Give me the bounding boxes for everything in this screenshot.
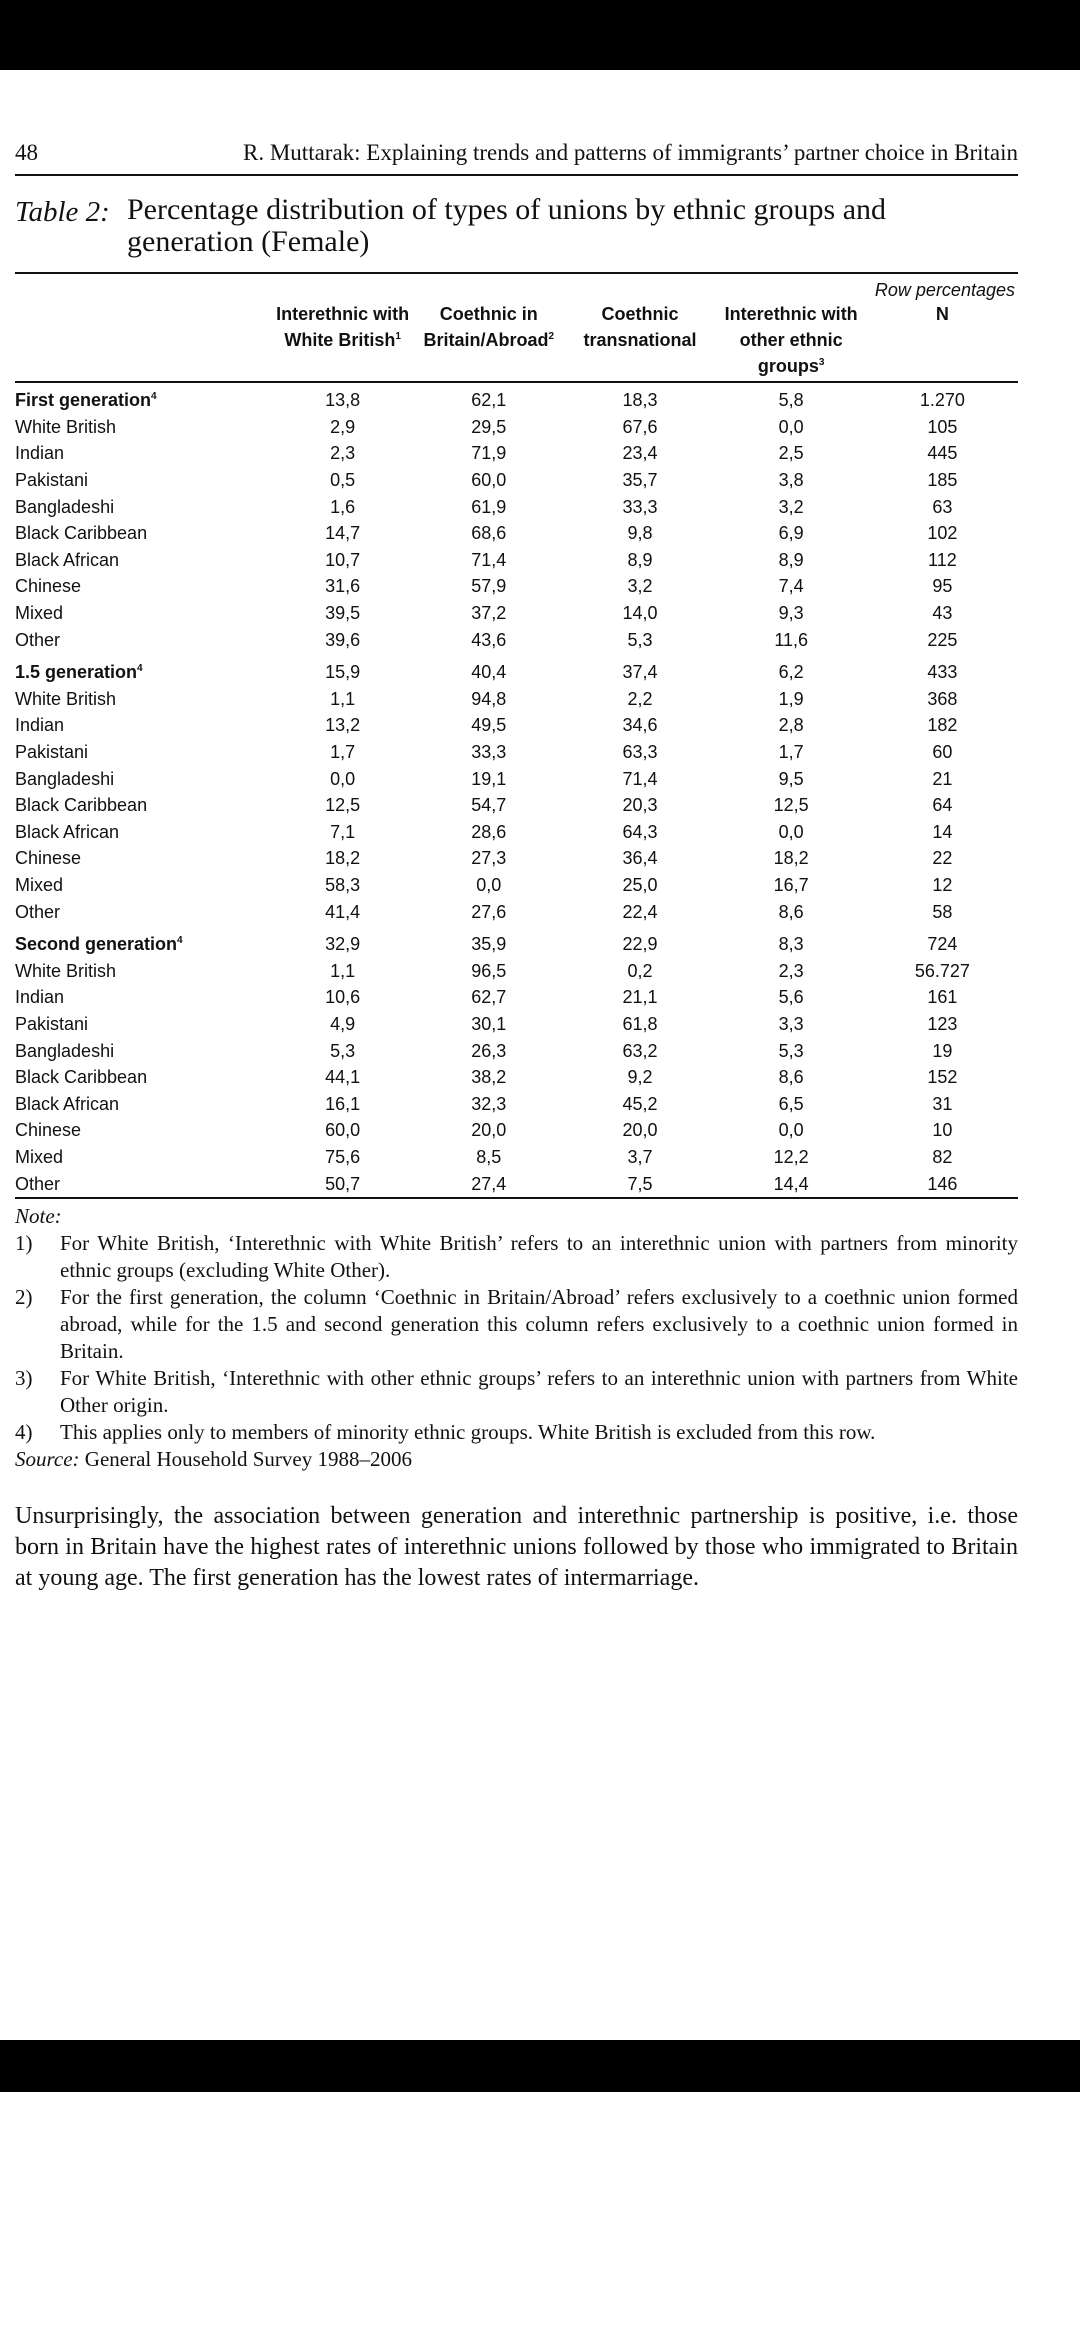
table-row [15,1117,1018,1144]
table-row [15,440,1018,467]
table-cell: 0,5 [330,470,356,491]
row-percentages-label: Row percentages [874,280,1015,300]
row-label [15,440,272,467]
table-cell: 0,0 [476,874,502,895]
row-label [15,1037,272,1064]
table-container [15,272,1018,1199]
table-cell: 0,0 [778,1120,804,1141]
row-label-text: Chinese [15,576,82,597]
row-label [15,792,272,819]
table-cell: 6,2 [778,662,804,683]
generation-row [15,925,1018,958]
table-cell: 16,1 [325,1093,361,1114]
table-row [15,1090,1018,1117]
table-cell: 1,7 [778,742,804,763]
table-cell: 9,5 [778,768,804,789]
table-cell: 27,6 [471,901,507,922]
table-notes [15,1203,1018,1473]
row-label [15,819,272,846]
table-cell: 67,6 [622,416,658,437]
table-row [15,845,1018,872]
row-label [15,600,272,627]
table-cell: 16,7 [773,874,809,895]
table-cell: 32,3 [471,1093,507,1114]
table-cell: 0,0 [778,416,804,437]
table-cell: 71,4 [471,549,507,570]
table-cell: 39,6 [325,629,361,650]
table-cell: 368 [927,688,958,709]
header-cell [15,301,272,382]
table-cell: 9,8 [627,523,653,544]
row-label [15,1117,272,1144]
table-cell: 34,6 [622,715,658,736]
table-cell: 38,2 [471,1067,507,1088]
table-cell: 9,2 [627,1067,653,1088]
header-cell [413,301,564,382]
table-cell: 1,6 [330,496,356,517]
table-cell: 3,2 [627,576,653,597]
table-row [15,1144,1018,1171]
table-row [15,898,1018,925]
table-row [15,792,1018,819]
note-item [15,1419,1018,1446]
table-cell: 3,8 [778,470,804,491]
note-item [15,1365,1018,1419]
table-cell: 6,5 [778,1093,804,1114]
table-cell: 14,0 [622,603,658,624]
source-label: Source: [15,1446,80,1471]
row-label [15,686,272,713]
table-cell: 445 [927,443,958,464]
row-label-text: Mixed [15,1146,64,1167]
table-cell: 12,5 [325,795,361,816]
table-cell: 2,3 [778,960,804,981]
table-cell: 11,6 [774,629,809,650]
table-cell: 61,9 [471,496,507,517]
table-cell: 58 [932,901,953,922]
row-label [15,1064,272,1091]
row-label-text: Pakistani [15,470,89,491]
row-label-text: Other [15,1173,61,1194]
row-label [15,1144,272,1171]
row-label-text: Bangladeshi [15,768,115,789]
table-cell: 0,0 [778,821,804,842]
table-cell: 27,3 [471,848,507,869]
table-cell: 5,8 [778,390,804,411]
table-cell: 0,2 [627,960,653,981]
table-cell: 8,5 [476,1146,502,1167]
table-cell: 3,3 [778,1013,804,1034]
table-row [15,984,1018,1011]
note-number: 4) [15,1419,33,1444]
running-head [15,140,1018,176]
row-label [15,467,272,494]
table-cell: 185 [927,470,958,491]
table-cell: 22,4 [622,901,658,922]
source-line [15,1446,1018,1473]
note-number: 1) [15,1230,33,1255]
row-label [15,739,272,766]
table-cell: 27,4 [413,1170,564,1198]
header-cell [564,301,715,382]
table-row [15,1037,1018,1064]
table-cell: 20,0 [471,1120,507,1141]
row-label-text: Indian [15,987,65,1008]
table-cell: 30,1 [471,1013,507,1034]
table-cell: 5,6 [778,987,804,1008]
table-cell: 13,8 [325,390,361,411]
table-cell: 152 [927,1067,958,1088]
table-cell: 2,9 [330,416,356,437]
row-label [15,1011,272,1038]
table-row [15,520,1018,547]
caption-label: Table 2: [15,196,110,228]
header-footnote-mark: 2 [548,331,555,342]
document-page [15,140,1018,1618]
table-cell: 2,8 [778,715,804,736]
row-label-text: White British [15,688,117,709]
table-cell: 18,3 [622,390,658,411]
table-cell: 25,0 [622,874,658,895]
row-label-text: Bangladeshi [15,1040,115,1061]
row-label [15,493,272,520]
row-label [15,547,272,574]
row-label-text: White British [15,960,117,981]
row-label [15,520,272,547]
table-cell: 82 [932,1146,953,1167]
table-cell: 105 [927,416,958,437]
table-cell: 33,3 [471,742,507,763]
table-cell: 35,9 [471,934,507,955]
table-cell: 45,2 [622,1093,658,1114]
header-text: Interethnic with other ethnic groups [724,304,858,376]
row-label [15,872,272,899]
row-label-text: Black African [15,549,120,570]
row-label [15,712,272,739]
row-label-text: Chinese [15,848,82,869]
row-label [15,765,272,792]
table-cell: 5,3 [330,1040,356,1061]
table-cell: 62,1 [471,390,507,411]
table-cell: 31,6 [325,576,361,597]
top-black-bar [0,0,1080,70]
table-cell: 63,3 [622,742,658,763]
table-cell: 33,3 [622,496,658,517]
row-label-text: Pakistani [15,742,89,763]
row-label-text: Black Caribbean [15,1067,148,1088]
row-label-text: Bangladeshi [15,496,115,517]
table-cell: 22 [932,848,953,869]
table-cell: 57,9 [471,576,507,597]
header-text: Interethnic with White British [276,304,410,350]
row-footnote-mark: 4 [137,663,143,675]
table-cell: 41,4 [325,901,361,922]
table-cell: 5,3 [627,629,653,650]
row-label-text: 1.5 generation [15,662,138,683]
table-cell: 14,4 [716,1170,867,1198]
table-caption [15,194,1018,258]
row-label-text: Indian [15,715,65,736]
table-cell: 1,9 [778,688,804,709]
table-cell: 62,7 [471,987,507,1008]
table-cell: 63 [932,496,953,517]
table-row [15,600,1018,627]
data-table [15,301,1018,1199]
table-cell: 13,2 [325,715,361,736]
header-text: Coethnic in Britain/Abroad [423,304,549,350]
row-label-text: Second generation [15,934,178,955]
table-cell: 63,2 [622,1040,658,1061]
row-label [15,653,272,686]
row-label-text: First generation [15,390,152,411]
table-cell: 161 [927,987,958,1008]
table-cell: 68,6 [471,523,507,544]
table-cell: 4,9 [330,1013,356,1034]
generation-row [15,382,1018,414]
table-cell: 10,6 [325,987,361,1008]
row-label-text: Other [15,901,61,922]
source-text: General Household Survey 1988–2006 [84,1446,412,1471]
row-label [15,382,272,414]
header-text: Coethnic transnational [583,304,697,350]
table-cell: 37,2 [471,603,507,624]
table-cell: 7,1 [330,821,356,842]
table-cell: 32,9 [325,934,361,955]
table-cell: 50,7 [272,1170,413,1198]
table-cell: 23,4 [622,443,658,464]
table-cell: 21 [932,768,953,789]
row-label-text: Black African [15,1093,120,1114]
table-cell: 182 [927,715,958,736]
header-footnote-mark: 3 [818,357,825,368]
table-row [15,573,1018,600]
table-cell: 3,7 [627,1146,653,1167]
notes-label: Note: [15,1203,62,1228]
note-text: For the first generation, the column ‘Coethnic in Britain/Abroad’ refers exclusively to a coethnic union formed abroad, while for the 1.5 and second generation this column refers exclusively to a coethnic union formed in Britain. [60,1284,1018,1363]
generation-row [15,653,1018,686]
table-row [15,686,1018,713]
row-label [15,626,272,653]
table-cell: 14,7 [325,523,361,544]
table-cell: 40,4 [471,662,507,683]
row-label [15,845,272,872]
table-row [15,493,1018,520]
table-cell: 49,5 [471,715,507,736]
caption-title: Percentage distribution of types of unions by ethnic groups and generation (Female) [127,193,887,258]
note-text: This applies only to members of minority ethnic groups. White British is excluded from this row. [60,1419,876,1444]
body-paragraph: Unsurprisingly, the association between generation and interethnic partnership is positive, i.e. those born in Britain have the highest rates of interethnic unions followed by those who immigrated to Britain at young age. The first generation has the lowest rates of intermarriage. [15,1502,1018,1591]
table-cell: 433 [927,662,958,683]
table-cell: 18,2 [325,848,361,869]
row-label-text: Black Caribbean [15,795,148,816]
table-row [15,739,1018,766]
table-cell: 29,5 [471,416,507,437]
table-cell: 96,5 [471,960,507,981]
row-footnote-mark: 4 [151,391,157,403]
table-cell: 26,3 [471,1040,507,1061]
note-item [15,1230,1018,1284]
row-label-text: Indian [15,443,65,464]
table-cell: 19,1 [471,768,507,789]
row-label-text: White British [15,416,117,437]
table-cell: 94,8 [471,688,507,709]
table-row [15,872,1018,899]
table-cell: 22,9 [622,934,658,955]
table-cell: 15,9 [325,662,361,683]
note-item [15,1284,1018,1365]
row-label [15,925,272,958]
table-row [15,626,1018,653]
row-label [15,957,272,984]
table-cell: 2,3 [330,443,356,464]
table-row [15,547,1018,574]
row-label-text: Black Caribbean [15,523,148,544]
table-cell: 43 [932,603,953,624]
table-row [15,414,1018,441]
table-cell: 225 [927,629,958,650]
table-cell: 146 [867,1170,1018,1198]
note-number: 3) [15,1365,33,1390]
table-cell: 10,7 [325,549,361,570]
table-cell: 31 [932,1093,953,1114]
row-label [15,1170,272,1198]
bottom-black-bar [0,2040,1080,2092]
header-cell [716,301,867,382]
table-cell: 95 [932,576,953,597]
row-label [15,573,272,600]
row-label-text: Pakistani [15,1013,89,1034]
table-cell: 60,0 [325,1120,361,1141]
table-cell: 6,9 [778,523,804,544]
row-label-text: Other [15,629,61,650]
table-row [15,1011,1018,1038]
note-text: For White British, ‘Interethnic with White British’ refers to an interethnic union with partners from minority ethnic groups (excluding White Other). [60,1230,1018,1282]
table-cell: 1.270 [919,390,965,411]
note-number: 2) [15,1284,33,1309]
table-cell: 1,7 [330,742,356,763]
table-cell: 12,2 [773,1146,809,1167]
row-label [15,1090,272,1117]
header-cell [272,301,413,382]
table-cell: 12,5 [773,795,809,816]
table-cell: 7,4 [778,576,804,597]
table-cell: 60 [932,742,953,763]
table-header-row [15,301,1018,382]
table-cell: 112 [928,549,957,570]
table-row [15,467,1018,494]
table-cell: 7,5 [564,1170,715,1198]
row-footnote-mark: 4 [177,935,183,947]
table-cell: 8,6 [778,1067,804,1088]
table-cell: 10 [932,1120,953,1141]
row-label-text: Chinese [15,1120,82,1141]
table-cell: 37,4 [622,662,658,683]
table-cell: 0,0 [330,768,356,789]
row-label [15,984,272,1011]
row-label [15,898,272,925]
table-cell: 71,4 [622,768,658,789]
notes-list [15,1230,1018,1446]
table-cell: 2,5 [778,443,804,464]
table-cell: 8,3 [778,934,804,955]
table-cell: 39,5 [325,603,361,624]
table-body [15,382,1018,1198]
table-cell: 44,1 [325,1067,361,1088]
table-cell: 28,6 [471,821,507,842]
table-cell: 12 [932,874,953,895]
table-cell: 58,3 [325,874,361,895]
header-footnote-mark: 1 [395,331,401,342]
table-cell: 19 [932,1040,953,1061]
table-cell: 35,7 [622,470,658,491]
table-cell: 71,9 [471,443,507,464]
table-row [15,1064,1018,1091]
table-cell: 56.727 [914,960,970,981]
table-cell: 5,3 [778,1040,804,1061]
table-cell: 61,8 [622,1013,658,1034]
table-cell: 14 [932,821,953,842]
table-row [15,765,1018,792]
table-cell: 20,0 [622,1120,658,1141]
row-label-text: Mixed [15,603,64,624]
table-row [15,1170,1018,1198]
table-cell: 8,9 [778,549,804,570]
row-label-text: Black African [15,821,120,842]
table-cell: 8,6 [778,901,804,922]
table-cell: 102 [927,523,958,544]
table-cell: 75,6 [325,1146,361,1167]
table-cell: 64,3 [622,821,658,842]
table-cell: 64 [932,795,953,816]
table-cell: 9,3 [778,603,804,624]
table-row [15,712,1018,739]
table-cell: 36,4 [622,848,658,869]
table-cell: 123 [927,1013,958,1034]
table-cell: 8,9 [627,549,653,570]
table-cell: 724 [927,934,958,955]
note-text: For White British, ‘Interethnic with other ethnic groups’ refers to an interethnic union with partners from White Other origin. [60,1365,1018,1417]
table-cell: 1,1 [330,960,356,981]
table-cell: 18,2 [773,848,809,869]
table-cell: 43,6 [471,629,507,650]
row-label-text: Mixed [15,874,64,895]
header-text: N [935,304,949,324]
table-cell: 54,7 [471,795,507,816]
table-row [15,819,1018,846]
table-cell: 2,2 [627,688,653,709]
running-title: R. Muttarak: Explaining trends and patterns of immigrants’ partner choice in Britain [243,140,1018,165]
table-cell: 60,0 [471,470,507,491]
table-row [15,957,1018,984]
row-label [15,414,272,441]
header-cell [867,301,1018,382]
table-cell: 20,3 [622,795,658,816]
page-number: 48 [15,140,38,165]
table-cell: 3,2 [778,496,804,517]
table-cell: 1,1 [330,688,356,709]
table-cell: 21,1 [622,987,658,1008]
